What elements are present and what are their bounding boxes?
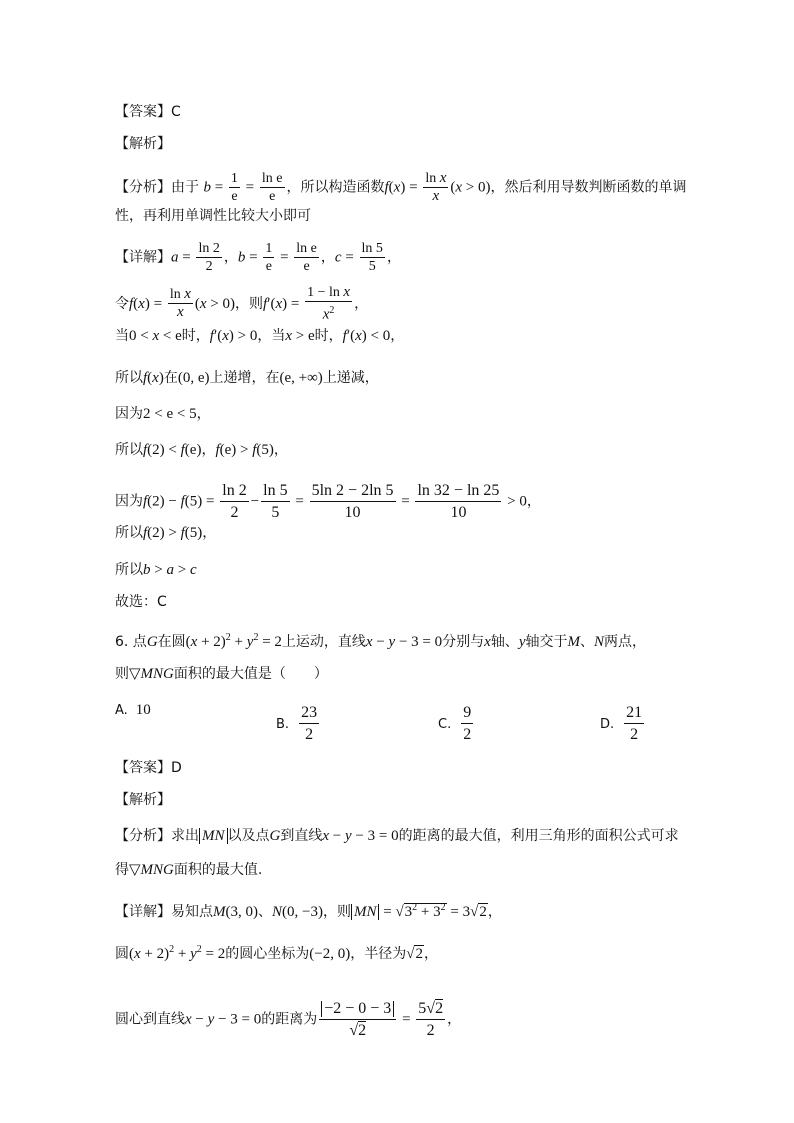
text: 时， [181,328,210,344]
text: 由于 [171,179,199,196]
text: 、 [258,904,272,920]
text: ，则 [322,904,351,920]
option-numerator: 9 [461,702,473,724]
q6-analysis-line-1: 【分析】求出 MN 以及点G到直线x − y − 3 = 0的距离的最大值，利用三角形的面积公式可求 [115,828,679,844]
q6-analysis-line-2: 得▽MNG面积的最大值. [115,862,263,878]
q5-detail-line-9: 所以b > a > c [115,562,197,578]
text: 的距离的最大值，利用三角形的面积公式可求 [398,828,679,844]
q6-option-a[interactable] [115,700,151,721]
q6-detail-line-1: 【详解】易知点M(3, 0)、N(0, −3)，则 MN = $√3^2 + 3^2 = 3√2$， [115,902,502,920]
text: 得 [115,862,129,878]
text: 圆心到直线 [115,1011,185,1028]
q5-choice: 故选：C [115,594,167,610]
text: 上递减， [322,370,379,386]
q5-answer: 【答案】C [115,104,181,120]
text: 所以 [115,442,143,458]
q5-detail-line-2: 令f(x) = $\frac{\text{ln x}}{x}$ (x > 0)，则f′(x) = $\frac{\text{1 − ln x}}{x^2}$ ， [115,284,369,323]
q6-option-d[interactable] [600,702,646,745]
q5-detail-line-4: 所以f(x)在(0, e)上递增，在(e, +∞)上递减， [115,370,379,386]
option-value: 10 [135,702,151,718]
q6-answer: 【答案】D [115,760,182,776]
q5-analysis-line-1: 【分析】由于 b = $\frac{1}{e}$ = $\frac{\text{ln e}}{e}$ ，所以构造函数f(x) = $\frac{\text{ln x}}{x}$ (x > 0)，然后利用导数判断函数的单调 [115,170,687,204]
text: 所以 [115,525,143,541]
q6-detail-line-3: 圆心到直线x − y − 3 = 0的距离为 $\frac{-2 - 0 - 3}{√2}$ = $\frac{5√2}{2}$ ， [115,1000,462,1039]
text: 上运动，直线 [281,634,366,650]
q5-detail-line-3: 当0 < x < e时，f′(x) > 0，当x > e时，f′(x) < 0， [115,328,405,344]
q5-analysis-line-2: 性，再利用单调性比较大小即可 [115,208,311,224]
text: 则 [115,666,129,682]
q6-jiexi-heading: 【解析】 [115,792,171,808]
option-label: C. [438,716,452,732]
text: 上递增，在 [209,370,280,386]
q5-detail-line-6: 所以f(2) < f(e)，f(e) > f(5)， [115,442,288,458]
q5-detail-line-8: 所以f(2) > f(5)， [115,525,217,541]
text: 面积的最大值. [173,862,263,878]
text: 轴、 [490,634,519,650]
text: 时， [314,328,343,344]
text: 在圆 [157,634,186,650]
text: 当 [271,328,286,344]
text: 所以 [115,562,143,578]
text: 的圆心坐标为 [225,946,310,962]
text: 易知点 [171,904,213,920]
text: 分别与 [442,634,485,650]
option-denominator: 2 [463,726,472,743]
option-label: B. [276,716,290,732]
text: 的距离为 [261,1011,318,1028]
detail-label: 【详解】 [115,249,171,266]
q6-option-c[interactable] [438,702,475,745]
q6-detail-line-2: 圆$(x + 2)^2 + y^2 = 2$的圆心坐标为(−2, 0)，半径为√2， [115,944,438,962]
text: ，所以构造函数 [286,179,385,196]
option-label: A. [115,703,128,718]
detail-label: 【详解】 [115,904,171,920]
text: 到直线 [280,828,323,844]
text: 以及点 [227,828,270,844]
analysis-label: 【分析】 [115,179,171,196]
text: 令 [115,295,129,312]
text: 在 [163,370,178,386]
text: 因为 [115,493,143,510]
text: 圆 [115,946,129,962]
text: ，然后利用导数判断函数的单调 [490,179,687,196]
q5-detail-line-5: 因为2 < e < 5， [115,406,211,422]
option-numerator: 21 [624,702,644,724]
option-denominator: 2 [305,726,314,743]
text: 因为 [115,406,143,422]
text: ，半径为 [350,946,407,962]
q6-option-b[interactable] [276,702,321,745]
option-denominator: 2 [630,726,639,743]
text: 求出 [171,828,199,844]
q6-stem-line-1: 6. 点G在圆$(x + 2)^2 + y^2 = 2$上运动，直线x − y − 3 = 0分别与x轴、y轴交于M、N两点， [115,632,646,650]
option-label: D. [600,716,615,732]
text: 6. 点 [115,634,147,650]
q6-stem-line-2: 则▽MNG面积的最大值是（ ） [115,666,328,682]
text: 面积的最大值是（ ） [173,666,328,682]
q5-detail-line-7: 因为f(2) − f(5) = $\frac{\ln 2}{2}$ − $\frac{\ln 5}{5}$ = $\frac{5\ln 2 - 2\ln 5}{10}$ = $\frac{\ln 32 - \ln 25}{10}$ > 0， [115,482,541,521]
text: 轴交于 [525,634,568,650]
text: 两点， [604,634,646,650]
q5-detail-line-1: 【详解】a = $\frac{\ln 2}{2}$ ，b = $\frac{1}{e}$ = $\frac{\text{ln e}}{e}$ ，c = $\frac{\ln 5}{5}$ ， [115,241,401,274]
option-numerator: 23 [299,702,319,724]
text: ，则 [235,295,264,312]
analysis-label: 【分析】 [115,828,171,844]
text: 当 [115,328,129,344]
text: 所以 [115,370,143,386]
q5-jiexi-heading: 【解析】 [115,136,171,152]
